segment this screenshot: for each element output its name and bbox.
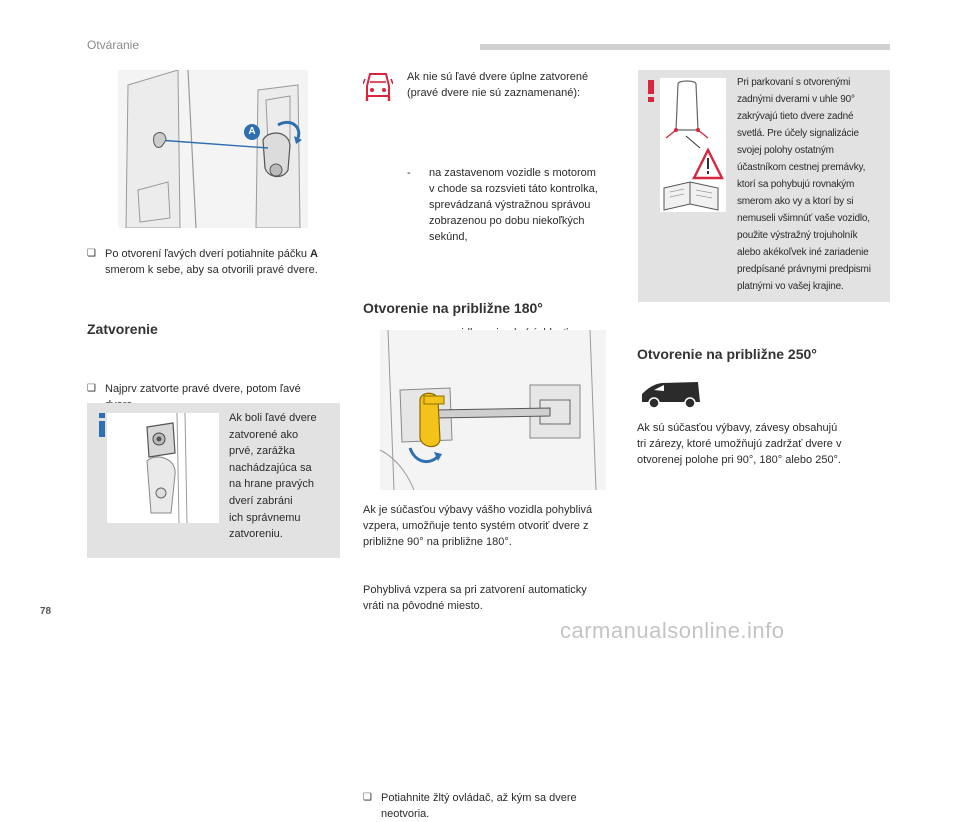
parking-note-text — [737, 74, 889, 295]
info-line: ich správnemu — [229, 511, 301, 524]
warning-exclamation-icon — [647, 80, 655, 102]
parking-note-line: svojej polohy ostatným — [737, 145, 834, 156]
text-250-line: otvorenej polohe pri 90°, 180° alebo 250°. — [637, 454, 842, 466]
text-180-line: približne 90° na približne 180°. — [363, 536, 512, 548]
step-180-line1: Potiahnite žltý ovládač, až kým sa dvere — [381, 792, 577, 804]
strut-illustration — [380, 330, 606, 490]
text-250 — [637, 420, 897, 468]
warning-item-line: zobrazenou po dobu niekoľkých — [429, 215, 585, 227]
square-bullet-icon: ❑ — [87, 383, 96, 394]
text-250-line: Ak sú súčasťou výbavy, závesy obsahujú — [637, 422, 838, 434]
heading-250: Otvorenie na približne 250° — [637, 346, 817, 362]
parking-note-line: svetlá. Pre účely signalizácie — [737, 128, 859, 139]
step-pull-yellow-control — [363, 790, 641, 822]
warning-item-line: na zastavenom vozidle s motorom — [429, 167, 596, 179]
parking-warning-box — [638, 70, 890, 302]
warning-item-line: v chode sa rozsvieti táto kontrolka, — [429, 183, 598, 195]
label-a-badge: A — [244, 124, 260, 140]
info-line: zatvoreniu. — [229, 528, 283, 541]
parking-note-line: účastníkom cestnej premávky, — [737, 162, 866, 173]
door-stop-illustration — [107, 413, 219, 523]
info-line: nachádzajúca sa — [229, 461, 312, 474]
step-open-line2: smerom k sebe, aby sa otvorili pravé dvere. — [105, 264, 318, 276]
open-door-warning-light-icon — [363, 70, 393, 104]
warning-item-line: sprevádzaná výstražnou správou — [429, 199, 591, 211]
rear-doors-triangle-illustration — [660, 78, 726, 212]
info-line: na hrane pravých — [229, 478, 314, 491]
square-bullet-icon: ❑ — [87, 248, 96, 259]
info-line: dverí zabráni — [229, 494, 293, 507]
info-line: zatvorené ako — [229, 428, 299, 441]
van-icon — [640, 380, 702, 410]
heading-180: Otvorenie na približne 180° — [363, 300, 543, 316]
text-180-end-line: vráti na pôvodné miesto. — [363, 600, 483, 612]
header-bar — [480, 44, 890, 50]
parking-note-line: platnými vo vašej krajine. — [737, 281, 844, 292]
info-note-text — [229, 410, 337, 543]
parking-note-line: alebo akékoľvek iné zariadenie — [737, 247, 869, 258]
parking-note-line: zadnými dverami v uhle 90° — [737, 94, 855, 105]
lever-illustration — [118, 70, 308, 228]
text-180-end-line: Pohyblivá vzpera sa pri zatvorení automaticky — [363, 584, 587, 596]
text-180-end — [363, 582, 623, 614]
closing-heading: Zatvorenie — [87, 321, 158, 337]
parking-note-line: použite výstražný trojuholník — [737, 230, 858, 241]
page-number: 78 — [40, 606, 52, 617]
warning-intro-line: Ak nie sú ľavé dvere úplne zatvorené — [407, 71, 589, 83]
step-close-line1: Najprv zatvorte pravé dvere, potom ľavé — [105, 383, 301, 395]
watermark: carmanualsonline.info — [560, 618, 785, 643]
step-open-text: Po otvorení ľavých dverí potiahnite páčku — [105, 248, 310, 260]
parking-note-line: Pri parkovaní s otvorenými — [737, 77, 851, 88]
step-open-right-door — [87, 246, 365, 278]
info-note-box — [87, 403, 340, 558]
section-title: Otváranie — [87, 38, 140, 52]
parking-note-line: zakrývajú tieto dvere zadné — [737, 111, 854, 122]
text-180-line: vzpera, umožňuje tento systém otvoriť dvere z — [363, 520, 589, 532]
info-line: Ak boli ľavé dvere — [229, 412, 317, 424]
warning-intro-line: (pravé dvere nie sú zaznamenané): — [407, 87, 581, 99]
door-warning-intro — [407, 69, 627, 101]
text-180-line: Ak je súčasťou výbavy vášho vozidla pohyblivá — [363, 504, 593, 516]
step-open-bold: A — [310, 248, 318, 260]
warning-item-line: sekúnd, — [429, 231, 468, 243]
parking-note-line: nemuseli všimnúť vaše vozidlo, — [737, 213, 870, 224]
text-180 — [363, 502, 623, 550]
step-180-line2: neotvoria. — [381, 808, 430, 820]
text-250-line: tri zárezy, ktoré umožňujú zadržať dvere v — [637, 438, 842, 450]
square-bullet-icon: ❑ — [363, 792, 372, 803]
warning-item-stationary: - na zastavenom vozidle s motorom v chode sa rozsvieti táto kontrolka, sprevádzaná výstražnou správou zobrazenou po dobu niekoľkých sekúnd, — [407, 165, 647, 245]
info-line: prvé, zarážka — [229, 445, 296, 458]
parking-note-line: smerom ako vy a ktorí by si — [737, 196, 854, 207]
parking-note-line: predpísané právnymi predpismi — [737, 264, 871, 275]
parking-note-line: ktorí sa pohybujú rovnakým — [737, 179, 855, 190]
